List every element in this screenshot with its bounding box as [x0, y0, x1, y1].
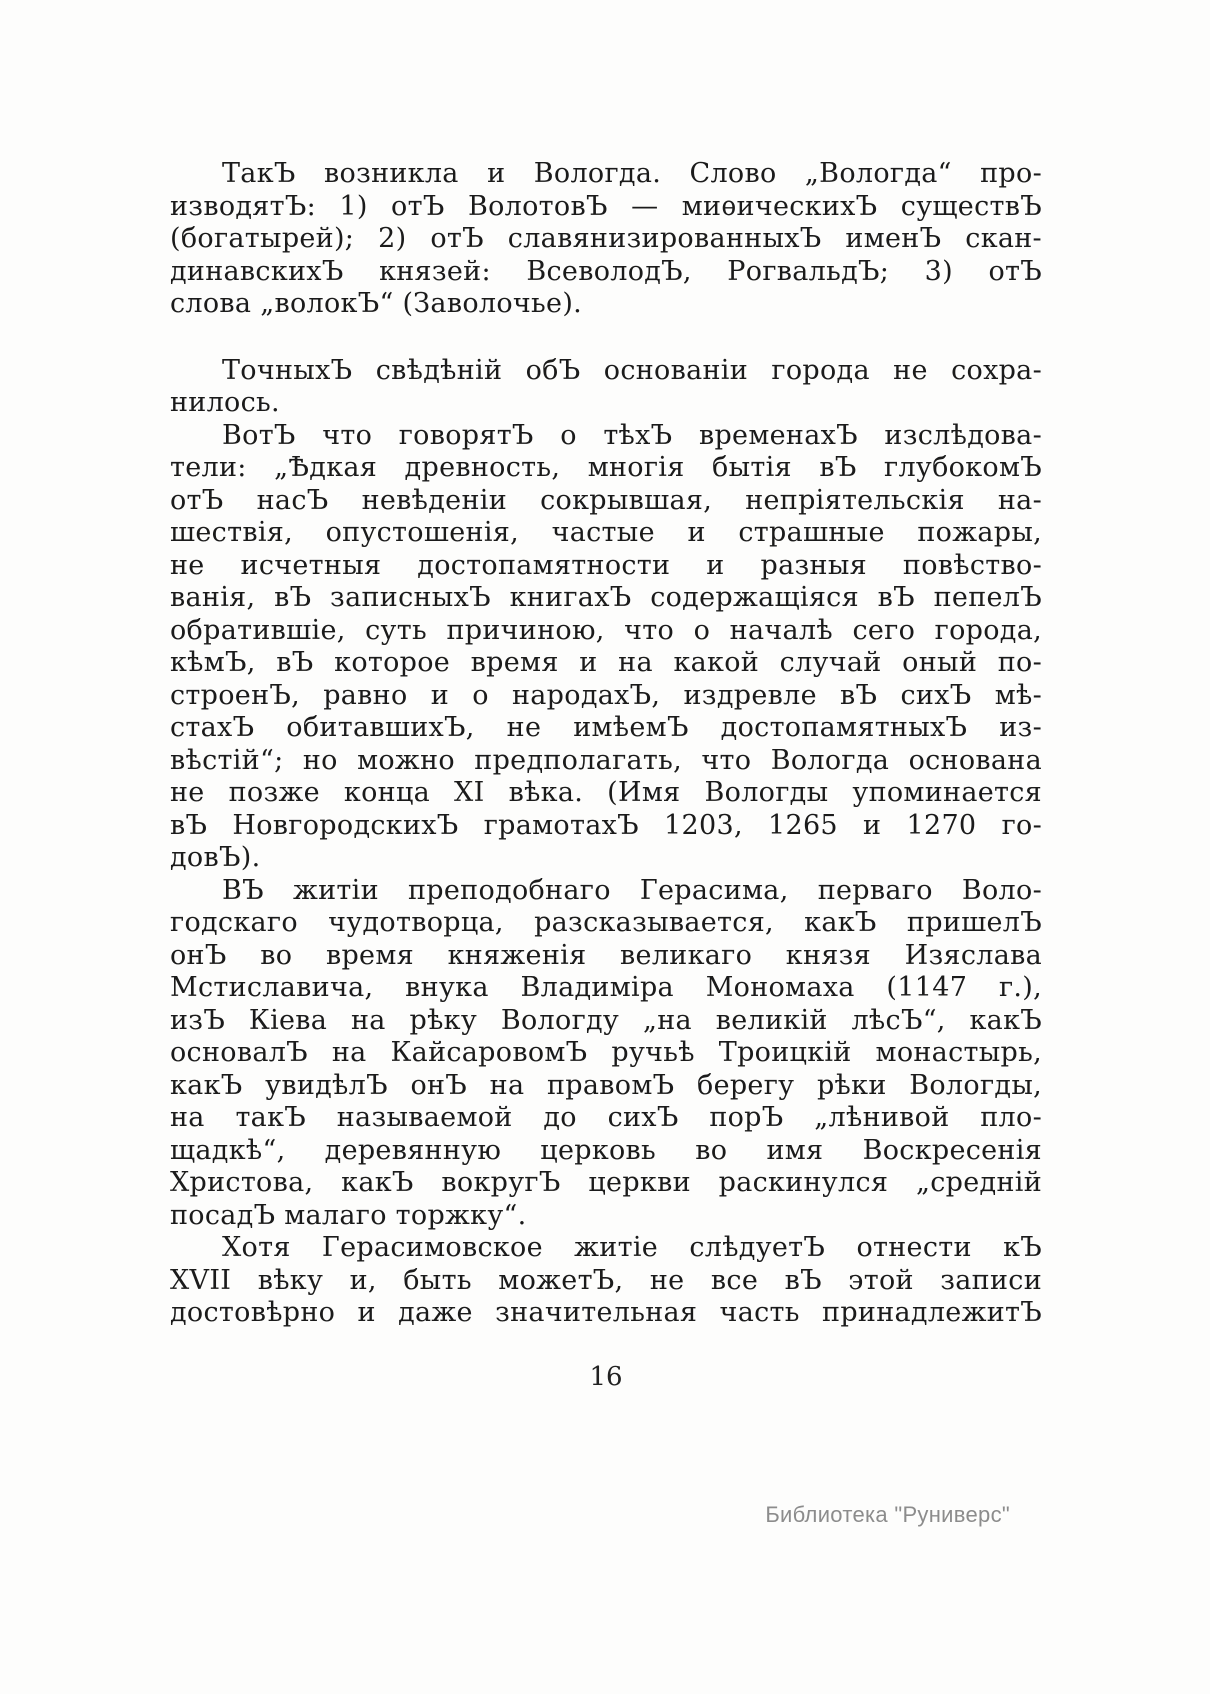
paragraph: [170, 355, 1042, 420]
text-line: тели: „Ѣдкая древность, многія бытія вЪ глубокомЪ: [170, 452, 1042, 483]
text-line: отЪ насЪ невѣденіи сокрывшая, непріятельскія на-: [170, 484, 1042, 516]
text-line: вЪ НовгородскихЪ грамотахЪ 1203, 1265 и 1270 го-: [170, 809, 1042, 841]
text-line: какЪ увидѣлЪ онЪ на правомЪ берегу рѣки Вологды,: [170, 1069, 1042, 1101]
text-line: годскаго чудотворца, разсказывается, какЪ пришелЪ: [170, 907, 1042, 938]
text-line: Хотя Герасимовское житіе слѣдуетЪ отнести кЪ: [222, 1232, 1042, 1263]
text-line: щадкѣ“, деревянную церковь во имя Воскресенія: [170, 1134, 1042, 1166]
text-line: кѣмЪ, вЪ которое время и на какой случай оный по-: [170, 647, 1042, 678]
text-line: посадЪ малаго торжку“.: [170, 1199, 527, 1231]
text-line: довЪ).: [170, 842, 261, 873]
text-line: ВЪ житіи преподобнаго Герасима, перваго Воло-: [222, 874, 1042, 906]
text-block: [170, 158, 1042, 1330]
text-line: онЪ во время княженія великаго князя Изяслава: [170, 939, 1042, 971]
text-line: Мстиславича, внука Владиміра Мономаха (1147 г.),: [170, 972, 1042, 1003]
text-line: (богатырей); 2) отЪ славянизированныхЪ именЪ скан-: [170, 223, 1042, 254]
text-line: на такЪ называемой до сихЪ порЪ „лѣнивой пло-: [170, 1102, 1042, 1133]
text-line: достовѣрно и даже значительная часть принадлежитЪ: [170, 1297, 1042, 1328]
text-line: не позже конца XI вѣка. (Имя Вологды упоминается: [170, 777, 1042, 808]
text-line: ВотЪ что говорятЪ о тѣхЪ временахЪ изслѣдова-: [222, 419, 1042, 451]
text-line: изводятЪ: 1) отЪ ВолотовЪ — миѳическихЪ существЪ: [170, 190, 1042, 222]
text-line: основалЪ на КайсаровомЪ ручьѣ Троицкій монастырь,: [170, 1037, 1042, 1068]
text-line: изЪ Кіева на рѣку Вологду „на великій лѣсЪ“, какЪ: [170, 1004, 1042, 1036]
text-line: динавскихЪ князей: ВсеволодЪ, РогвальдЪ; 3) отЪ: [170, 255, 1042, 287]
paragraph: [170, 158, 1042, 321]
text-line: стахЪ обитавшихЪ, не имѣемЪ достопамятныхЪ из-: [170, 712, 1042, 743]
text-line: ТакЪ возникла и Вологда. Слово „Вологда“ про-: [222, 158, 1042, 189]
text-line: Христова, какЪ вокругЪ церкви раскинулся „средній: [170, 1167, 1042, 1198]
text-line: слова „волокЪ“ (Заволочье).: [170, 288, 583, 319]
library-watermark: Библиотека "Руниверс": [765, 1502, 1010, 1527]
text-line: строенЪ, равно и о народахЪ, издревле вЪ сихЪ мѣ-: [170, 679, 1042, 711]
page-number: 16: [589, 1362, 623, 1392]
text-line: шествія, опустошенія, частые и страшные пожары,: [170, 517, 1042, 548]
text-line: ванія, вЪ записныхЪ книгахЪ содержащіяся вЪ пепелЪ: [170, 582, 1042, 613]
text-line: не исчетныя достопамятности и разныя повѣство-: [170, 549, 1042, 581]
paragraph: [170, 875, 1042, 1233]
paragraph: [170, 1232, 1042, 1330]
text-line: ТочныхЪ свѣдѣній обЪ основаніи города не сохра-: [222, 354, 1042, 386]
text-line: обратившіе, суть причиною, что о началѣ сего города,: [170, 614, 1042, 646]
paragraph: [170, 420, 1042, 875]
text-line: XVII вѣку и, быть можетЪ, не все вЪ этой записи: [170, 1264, 1042, 1296]
text-line: нилось.: [170, 387, 280, 418]
text-line: вѣстій“; но можно предполагать, что Вологда основана: [170, 744, 1042, 776]
